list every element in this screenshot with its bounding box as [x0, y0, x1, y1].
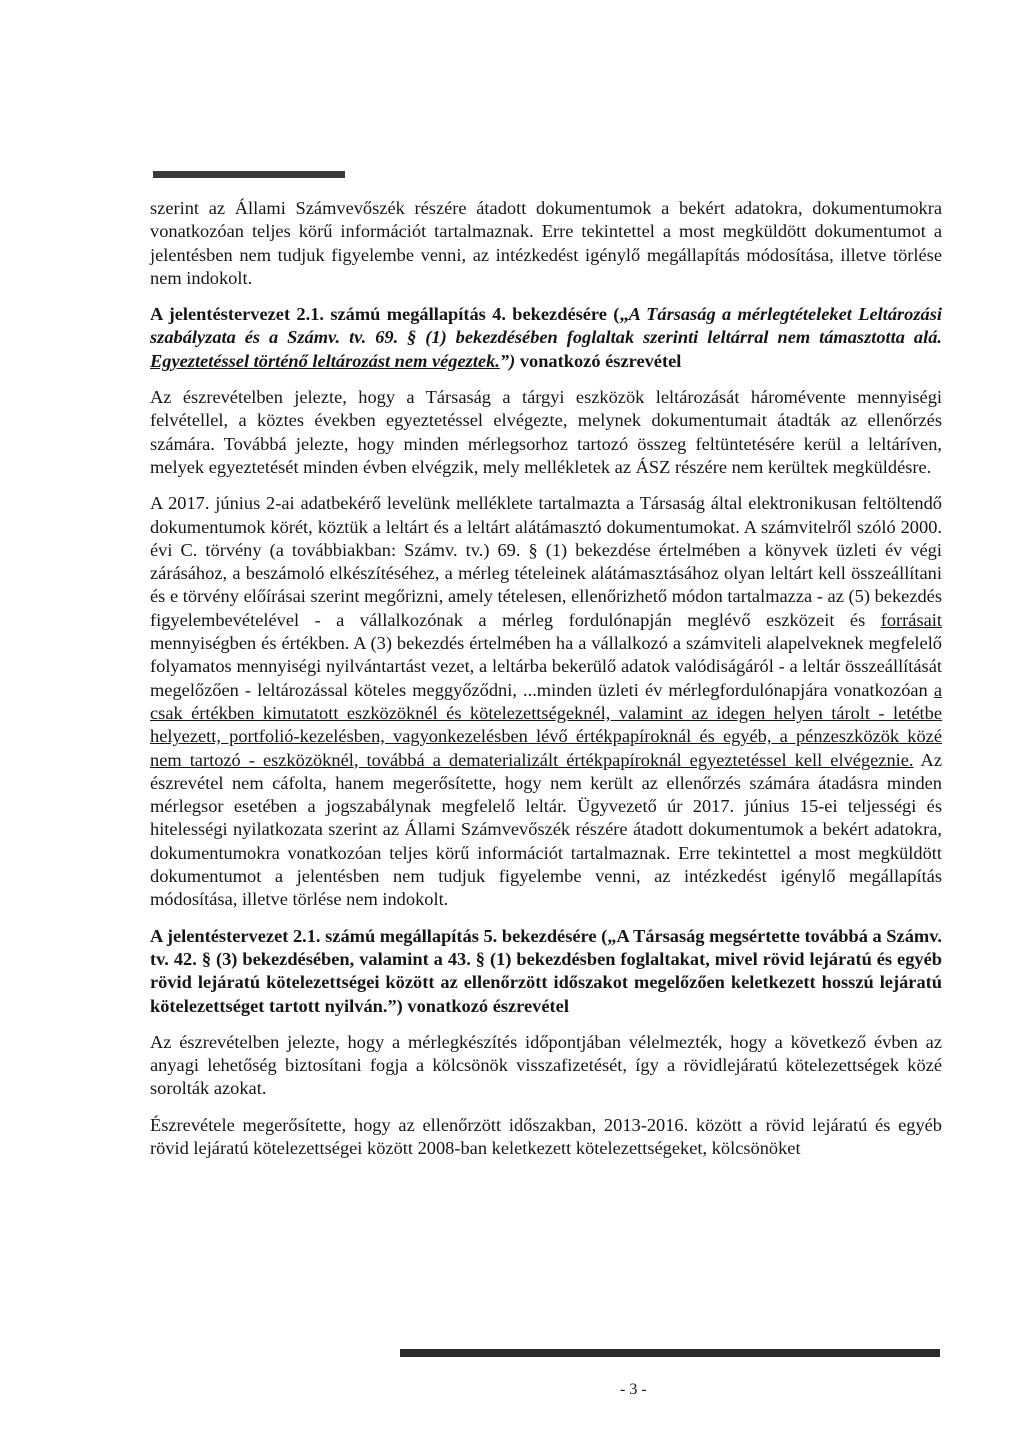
heading-quote-close: ”): [499, 350, 516, 371]
document-body: [150, 197, 942, 1173]
text-run: A 2017. június 2-ai adatbekérő levelünk melléklete tartalmazta a Társaság által elektronikusan feltöltendő dokumentumok körét, köztük a leltárt és a leltárt alátámasztó dokumentumokat. A számvitelről szóló 2000. évi C. törvény (a továbbiakban: Számv. tv.) 69. § (1) bekezdése értelmében a könyvek üzleti év végi zárásához, a beszámoló elkészítéséhez, a mérleg tételeinek alátámasztásához olyan leltárt kell összeállítani és e törvény előírásai szerint megőrizni, amely tételesen, ellenőrizhető módon tartalmazza - az (5) bekezdés figyelembevételével - a vállalkozónak a mérleg fordulónapján meglévő eszközeit és: [150, 493, 942, 630]
underlined-text: forrásait: [880, 609, 942, 630]
heading-quote: A Társaság a mérlegtételeket Leltározási szabályzata és a Számv. tv. 69. § (1) bekezdésében foglaltak szerinti leltárral nem támasztotta alá.: [150, 304, 942, 348]
page-number: - 3 -: [620, 1381, 647, 1398]
heading-lead: A jelentéstervezet 2.1. számú megállapítás 4. bekezdésére („: [150, 304, 629, 325]
text-run: mennyiségben és értékben. A (3) bekezdés értelmében ha a vállalkozó a számviteli alapelveknek megfelelő folyamatos mennyiségi nyilvántartást vezet, a leltárba bekerülő adatok valódiságáról - a leltár összeállítását megelőzően - leltározással köteles meggyőződni, ...minden üzleti év mérlegfordulónapjára vonatkozóan: [150, 633, 942, 700]
paragraph: Észrevétele megerősítette, hogy az ellenőrzött időszakban, 2013-2016. között a rövid lejáratú és egyéb rövid lejáratú kötelezettségei között 2008-ban keletkezett kötelezettségeket, kölcsönöket: [150, 1114, 942, 1158]
paragraph: Az észrevételben jelezte, hogy a mérlegkészítés időpontjában vélelmezték, hogy a következő évben az anyagi lehetőség biztosítani fogja a kölcsönök visszafizetését, így a rövidlejáratú kötelezettségek közé sorolták azokat.: [150, 1031, 942, 1099]
paragraph: Az észrevételben jelezte, hogy a Társaság a tárgyi eszközök leltározását háromévente mennyiségi felvétellel, a köztes években egyeztetéssel elvégezte, melynek dokumentumait átadták az ellenőrzés számára. Továbbá jelezte, hogy minden mérlegsorhoz tartozó összeg feltüntetésére kerül a leltáríven, melyek egyeztetését minden évben elvégzik, mely mellékletek az ÁSZ részére nem kerültek megküldésre.: [150, 387, 942, 477]
heading-quote-underlined: Egyeztetéssel történő leltározást nem végeztek.: [150, 350, 500, 371]
heading-tail: vonatkozó észrevétel: [515, 350, 682, 371]
underlined-text: a csak értékben kimutatott eszközöknél és kötelezettségeknél, valamint az idegen helyen tárolt - letétbe helyezett, portfolió-kezelésben, vagyonkezelésben lévő értékpapíroknál és egyéb, a pénzeszközök közé nem tartozó - eszközöknél, továbbá a dematerializált értékpapíroknál egyeztetéssel kell elvégeznie.: [150, 679, 942, 770]
section-heading: [150, 303, 942, 373]
section-heading: A jelentéstervezet 2.1. számú megállapítás 5. bekezdésére („A Társaság megsértette továbbá a Számv. tv. 42. § (3) bekezdésében, valamint a 43. § (1) bekezdésben foglaltakat, mivel rövid lejáratú és egyéb rövid lejáratú kötelezettségei között az ellenőrzött időszakot megelőzően keletkezett hosszú lejáratú kötelezettséget tartott nyilván.”) vonatkozó észrevétel: [150, 925, 942, 1016]
header-rule: [153, 171, 345, 178]
text-run: Az észrevétel nem cáfolta, hanem megerősítette, hogy nem került az ellenőrzés számára átadásra minden mérlegsor esetében a jogszabálynak megfelelő leltár. Ügyvezető úr 2017. június 15-ei teljességi és hitelességi nyilatkozata szerint az Állami Számvevőszék részére átadott dokumentumok a bekért adatokra, dokumentumokra vonatkozóan teljes körű információt tartalmaznak. Erre tekintettel a most megküldött dokumentumot a jelentésben nem tudjuk figyelembe venni, az intézkedést igénylő megállapítás módosítása, illetve törlése nem indokolt.: [150, 749, 942, 910]
paragraph: szerint az Állami Számvevőszék részére átadott dokumentumok a bekért adatokra, dokumentumokra vonatkozóan teljes körű információt tartalmaznak. Erre tekintettel a most megküldött dokumentumot a jelentésben nem tudjuk figyelembe venni, az intézkedést igénylő megállapítás módosítása, illetve törlése nem indokolt.: [150, 198, 942, 288]
footer-rule: [400, 1349, 940, 1357]
paragraph: [150, 492, 942, 911]
